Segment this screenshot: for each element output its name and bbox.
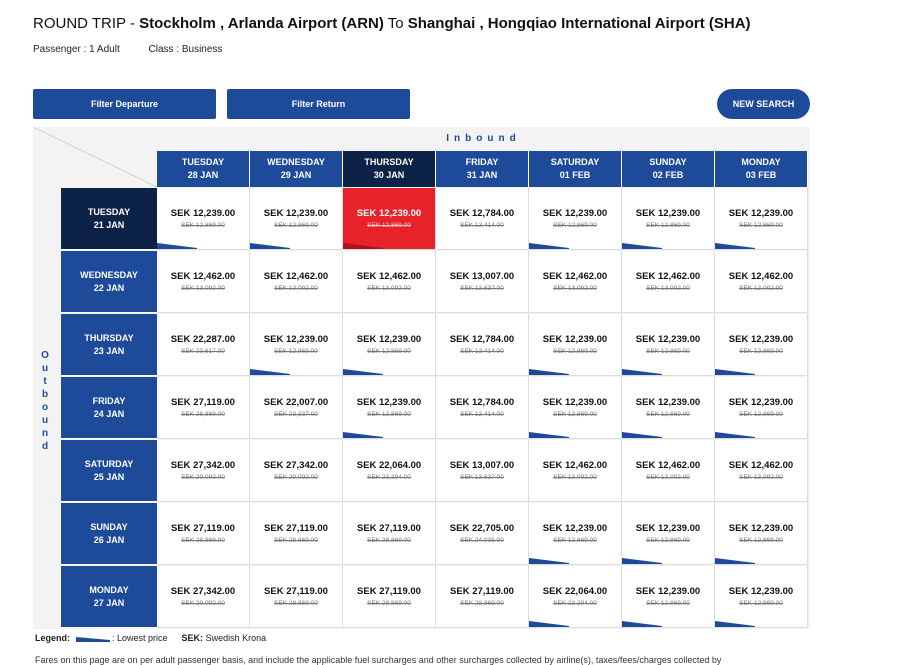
fare-price: SEK 12,239.00 <box>542 334 608 345</box>
fare-price: SEK 22,007.00 <box>263 397 329 408</box>
fare-price: SEK 12,462.00 <box>542 271 608 282</box>
outbound-date-header[interactable] <box>61 440 157 502</box>
fare-price: SEK 12,784.00 <box>449 334 515 345</box>
fare-cell[interactable] <box>436 188 529 250</box>
outbound-date-header[interactable] <box>61 503 157 565</box>
fare-cell[interactable] <box>622 377 715 439</box>
lowest-price-marker-icon <box>250 241 290 249</box>
fare-price: SEK 12,239.00 <box>170 208 236 219</box>
lowest-price-marker-icon <box>715 556 755 564</box>
fare-cell[interactable] <box>157 251 250 313</box>
fare-cell[interactable] <box>343 440 436 502</box>
route-connector: To <box>383 15 408 32</box>
outbound-date: 22 JAN <box>93 282 125 293</box>
outbound-label-letter: b <box>41 389 49 400</box>
fare-price: SEK 12,239.00 <box>635 334 701 345</box>
fare-original-price: SEK 12,869.00 <box>553 348 597 355</box>
outbound-day: TUESDAY <box>87 206 131 217</box>
fare-cell[interactable] <box>250 566 343 628</box>
fare-price: SEK 12,462.00 <box>542 460 608 471</box>
fare-cell[interactable] <box>715 503 808 565</box>
fare-price: SEK 27,119.00 <box>450 586 514 597</box>
legend-currency-name: Swedish Krona <box>205 633 267 643</box>
fare-cell[interactable] <box>157 377 250 439</box>
fare-price: SEK 27,342.00 <box>263 460 329 471</box>
fare-cell[interactable] <box>715 314 808 376</box>
fare-cell[interactable] <box>343 503 436 565</box>
outbound-label-letter: t <box>43 376 47 387</box>
outbound-date-header[interactable] <box>61 377 157 439</box>
fare-price: SEK 12,239.00 <box>542 523 608 534</box>
lowest-price-marker-icon <box>157 241 197 249</box>
fare-price: SEK 12,239.00 <box>728 208 794 219</box>
fare-original-price: SEK 13,637.00 <box>460 474 504 481</box>
fare-original-price: SEK 29,092.00 <box>181 600 225 607</box>
outbound-date: 23 JAN <box>93 345 125 356</box>
fare-price: SEK 22,287.00 <box>170 334 236 345</box>
fare-original-price: SEK 12,869.00 <box>553 222 597 229</box>
fare-cell[interactable] <box>622 440 715 502</box>
lowest-price-marker-icon <box>343 367 383 375</box>
fare-original-price: SEK 12,869.00 <box>646 348 690 355</box>
fare-cell[interactable] <box>622 566 715 628</box>
legend-lowest-text: : Lowest price <box>112 633 168 643</box>
fare-cell[interactable] <box>343 566 436 628</box>
fare-price: SEK 22,705.00 <box>449 523 515 534</box>
fare-original-price: SEK 13,092.00 <box>646 285 690 292</box>
fare-price: SEK 12,239.00 <box>356 397 422 408</box>
inbound-date: 01 FEB <box>559 170 591 180</box>
outbound-date-header[interactable] <box>61 188 157 250</box>
fare-cell[interactable] <box>622 314 715 376</box>
fare-cell[interactable] <box>157 188 250 250</box>
lowest-price-marker-icon <box>529 556 569 564</box>
fare-price: SEK 27,119.00 <box>264 523 328 534</box>
fare-price: SEK 27,119.00 <box>171 523 235 534</box>
fare-original-price: SEK 12,869.00 <box>367 348 411 355</box>
fare-price: SEK 12,784.00 <box>449 397 515 408</box>
inbound-date-header[interactable] <box>343 151 436 187</box>
fare-original-price: SEK 13,092.00 <box>553 285 597 292</box>
destination-airport: Shanghai , Hongqiao International Airport (SHA) <box>407 15 751 32</box>
lowest-price-marker-icon <box>250 367 290 375</box>
fare-original-price: SEK 23,394.00 <box>367 474 411 481</box>
fare-cell[interactable] <box>436 314 529 376</box>
fare-original-price: SEK 29,092.00 <box>181 474 225 481</box>
fare-cell[interactable] <box>250 251 343 313</box>
lowest-price-marker-icon <box>622 556 662 564</box>
fare-original-price: SEK 12,869.00 <box>646 537 690 544</box>
fare-original-price: SEK 12,869.00 <box>553 537 597 544</box>
fare-original-price: SEK 28,869.00 <box>367 537 411 544</box>
legend-currency-code: SEK: <box>181 633 204 643</box>
outbound-day: SATURDAY <box>84 458 134 469</box>
fare-cell[interactable] <box>157 314 250 376</box>
new-search-button[interactable]: NEW SEARCH <box>717 89 810 119</box>
fare-price: SEK 12,462.00 <box>728 460 794 471</box>
fare-original-price: SEK 13,414.00 <box>460 348 504 355</box>
lowest-price-marker-icon <box>622 430 662 438</box>
fare-price: SEK 12,239.00 <box>542 208 608 219</box>
outbound-day: WEDNESDAY <box>80 269 138 280</box>
fare-cell[interactable] <box>157 566 250 628</box>
fare-price: SEK 12,462.00 <box>635 271 701 282</box>
lowest-price-marker-icon <box>529 430 569 438</box>
travel-class: Class : Business <box>148 44 223 55</box>
outbound-date: 27 JAN <box>93 597 125 608</box>
fare-original-price: SEK 12,869.00 <box>739 411 783 418</box>
fare-price: SEK 12,239.00 <box>728 523 794 534</box>
inbound-date: 31 JAN <box>466 170 498 180</box>
lowest-price-marker-icon <box>622 241 662 249</box>
lowest-price-marker-icon <box>622 367 662 375</box>
fare-original-price: SEK 12,869.00 <box>553 411 597 418</box>
fare-original-price: SEK 13,414.00 <box>460 222 504 229</box>
fare-cell[interactable] <box>529 503 622 565</box>
filter-departure-button[interactable]: Filter Departure <box>33 89 216 119</box>
fare-cell[interactable] <box>529 566 622 628</box>
fare-price: SEK 13,007.00 <box>449 460 515 471</box>
outbound-label <box>39 349 51 453</box>
fare-original-price: SEK 12,869.00 <box>646 600 690 607</box>
fare-cell[interactable] <box>250 314 343 376</box>
outbound-day: SUNDAY <box>90 521 128 532</box>
fare-price: SEK 22,064.00 <box>542 586 608 597</box>
fare-original-price: SEK 28,869.00 <box>274 537 318 544</box>
outbound-label-letter: n <box>41 428 49 439</box>
outbound-day: FRIDAY <box>92 395 126 406</box>
fare-price: SEK 12,239.00 <box>728 397 794 408</box>
grid-corner-divider <box>33 127 157 189</box>
fare-cell[interactable] <box>715 566 808 628</box>
fare-original-price: SEK 23,337.00 <box>274 411 318 418</box>
fare-original-price: SEK 28,869.00 <box>181 537 225 544</box>
inbound-day: MONDAY <box>741 157 781 167</box>
lowest-price-marker-icon <box>622 619 662 627</box>
fare-original-price: SEK 13,092.00 <box>274 285 318 292</box>
fare-price: SEK 27,119.00 <box>264 586 328 597</box>
lowest-price-marker-icon <box>715 241 755 249</box>
fare-price: SEK 22,064.00 <box>356 460 422 471</box>
outbound-date: 25 JAN <box>93 471 125 482</box>
filter-return-button[interactable]: Filter Return <box>227 89 410 119</box>
fare-price: SEK 12,462.00 <box>635 460 701 471</box>
fare-cell[interactable] <box>622 251 715 313</box>
fare-cell[interactable] <box>250 377 343 439</box>
inbound-date-header[interactable] <box>715 151 808 187</box>
fare-cell[interactable] <box>622 188 715 250</box>
fare-price: SEK 12,239.00 <box>263 334 329 345</box>
fare-cell[interactable] <box>529 440 622 502</box>
fare-price: SEK 12,239.00 <box>635 523 701 534</box>
trip-type: ROUND TRIP - <box>33 15 140 32</box>
lowest-price-marker-icon <box>715 619 755 627</box>
lowest-price-marker-icon <box>529 241 569 249</box>
inbound-date: 02 FEB <box>652 170 684 180</box>
outbound-date-header[interactable] <box>61 251 157 313</box>
outbound-day: MONDAY <box>89 584 129 595</box>
inbound-label: Inbound <box>446 133 521 144</box>
fare-cell[interactable] <box>529 377 622 439</box>
fare-cell[interactable] <box>715 440 808 502</box>
fare-original-price: SEK 28,869.00 <box>274 600 318 607</box>
fare-original-price: SEK 13,092.00 <box>181 285 225 292</box>
inbound-date: 28 JAN <box>187 170 219 180</box>
fare-original-price: SEK 13,092.00 <box>739 474 783 481</box>
fare-cell[interactable] <box>250 503 343 565</box>
fare-price: SEK 12,784.00 <box>449 208 515 219</box>
fare-original-price: SEK 12,869.00 <box>646 411 690 418</box>
fare-cell[interactable] <box>250 440 343 502</box>
fare-original-price: SEK 12,869.00 <box>739 537 783 544</box>
fare-price: SEK 27,342.00 <box>170 586 236 597</box>
outbound-day: THURSDAY <box>84 332 134 343</box>
fare-cell-selected[interactable] <box>343 188 436 250</box>
fare-price: SEK 12,239.00 <box>356 208 422 219</box>
lowest-price-marker-icon <box>343 430 383 438</box>
fare-original-price: SEK 12,869.00 <box>367 411 411 418</box>
fare-price: SEK 12,239.00 <box>635 586 701 597</box>
inbound-date-header[interactable] <box>529 151 622 187</box>
fare-original-price: SEK 13,637.00 <box>460 285 504 292</box>
fare-original-price: SEK 23,617.00 <box>181 348 225 355</box>
fare-original-price: SEK 24,035.00 <box>460 537 504 544</box>
fare-original-price: SEK 12,869.00 <box>739 222 783 229</box>
fare-price: SEK 27,119.00 <box>357 586 421 597</box>
outbound-label-letter: u <box>41 363 49 374</box>
fare-original-price: SEK 12,869.00 <box>274 348 318 355</box>
fare-price: SEK 12,239.00 <box>728 334 794 345</box>
inbound-day: FRIDAY <box>465 157 499 167</box>
outbound-label-letter: d <box>41 441 49 452</box>
fare-price: SEK 12,239.00 <box>263 208 329 219</box>
inbound-date: 03 FEB <box>745 170 777 180</box>
fare-original-price: SEK 12,869.00 <box>181 222 225 229</box>
fare-price: SEK 27,119.00 <box>357 523 421 534</box>
fare-price: SEK 12,462.00 <box>170 271 236 282</box>
fare-original-price: SEK 12,869.00 <box>367 222 411 229</box>
outbound-label-letter: O <box>41 350 49 361</box>
fare-cell[interactable] <box>157 440 250 502</box>
fare-cell[interactable] <box>436 377 529 439</box>
fare-cell[interactable] <box>622 503 715 565</box>
fare-calendar-grid <box>33 127 810 629</box>
fare-price: SEK 12,462.00 <box>356 271 422 282</box>
outbound-date: 26 JAN <box>93 534 125 545</box>
fare-price: SEK 12,462.00 <box>728 271 794 282</box>
fare-original-price: SEK 12,869.00 <box>274 222 318 229</box>
fare-original-price: SEK 23,394.00 <box>553 600 597 607</box>
fare-cell[interactable] <box>343 251 436 313</box>
fare-original-price: SEK 28,869.00 <box>460 600 504 607</box>
fare-original-price: SEK 13,092.00 <box>367 285 411 292</box>
fare-price: SEK 12,462.00 <box>263 271 329 282</box>
fare-cell[interactable] <box>715 188 808 250</box>
fare-original-price: SEK 12,869.00 <box>646 222 690 229</box>
inbound-date-header[interactable] <box>622 151 715 187</box>
fare-cell[interactable] <box>715 251 808 313</box>
lowest-price-marker-icon <box>529 367 569 375</box>
fare-cell[interactable] <box>436 251 529 313</box>
fare-footnote: Fares on this page are on per adult passenger basis, and include the applicable fuel surcharges and other surcharges collected by airline(s), taxes/fees/charges collected by <box>35 655 722 665</box>
fare-price: SEK 12,239.00 <box>728 586 794 597</box>
inbound-day: TUESDAY <box>181 157 225 167</box>
fare-cell[interactable] <box>529 251 622 313</box>
legend <box>35 633 266 643</box>
fare-cell[interactable] <box>343 314 436 376</box>
fare-price: SEK 12,239.00 <box>635 397 701 408</box>
fare-original-price: SEK 29,092.00 <box>274 474 318 481</box>
inbound-day: THURSDAY <box>364 157 414 167</box>
fare-price: SEK 27,119.00 <box>171 397 235 408</box>
outbound-date-header[interactable] <box>61 314 157 376</box>
outbound-label-letter: u <box>41 415 49 426</box>
passenger-count: Passenger : 1 Adult <box>33 44 120 55</box>
inbound-day: WEDNESDAY <box>267 157 325 167</box>
fare-cell[interactable] <box>529 314 622 376</box>
origin-airport: Stockholm , Arlanda Airport (ARN) <box>139 15 384 32</box>
inbound-date-header[interactable] <box>250 151 343 187</box>
fare-original-price: SEK 13,092.00 <box>553 474 597 481</box>
legend-label: Legend: <box>35 633 70 643</box>
lowest-price-marker-icon <box>76 634 110 642</box>
inbound-date: 30 JAN <box>373 170 405 180</box>
fare-cell[interactable] <box>529 188 622 250</box>
fare-original-price: SEK 28,869.00 <box>367 600 411 607</box>
fare-price: SEK 12,239.00 <box>356 334 422 345</box>
page-title <box>33 15 751 32</box>
inbound-day: SATURDAY <box>550 157 600 167</box>
fare-price: SEK 13,007.00 <box>449 271 515 282</box>
fare-original-price: SEK 13,092.00 <box>739 285 783 292</box>
lowest-price-marker-icon <box>343 241 383 249</box>
trip-meta <box>33 44 222 55</box>
outbound-date: 24 JAN <box>93 408 125 419</box>
lowest-price-marker-icon <box>529 619 569 627</box>
fare-original-price: SEK 13,414.00 <box>460 411 504 418</box>
inbound-date-header[interactable] <box>157 151 250 187</box>
fare-price: SEK 12,239.00 <box>542 397 608 408</box>
outbound-date: 21 JAN <box>93 219 125 230</box>
fare-price: SEK 12,239.00 <box>635 208 701 219</box>
fare-cell[interactable] <box>436 440 529 502</box>
fare-cell[interactable] <box>250 188 343 250</box>
lowest-price-marker-icon <box>715 367 755 375</box>
outbound-date-header[interactable] <box>61 566 157 628</box>
fare-cell[interactable] <box>157 503 250 565</box>
fare-original-price: SEK 13,092.00 <box>646 474 690 481</box>
lowest-price-marker-icon <box>715 430 755 438</box>
fare-cell[interactable] <box>436 566 529 628</box>
fare-price: SEK 27,342.00 <box>170 460 236 471</box>
inbound-date-header[interactable] <box>436 151 529 187</box>
fare-original-price: SEK 28,869.00 <box>181 411 225 418</box>
inbound-date: 29 JAN <box>280 170 312 180</box>
fare-cell[interactable] <box>436 503 529 565</box>
fare-cell[interactable] <box>343 377 436 439</box>
fare-original-price: SEK 12,869.00 <box>739 348 783 355</box>
outbound-label-letter: o <box>41 402 49 413</box>
fare-original-price: SEK 12,869.00 <box>739 600 783 607</box>
inbound-day: SUNDAY <box>649 157 687 167</box>
fare-cell[interactable] <box>715 377 808 439</box>
